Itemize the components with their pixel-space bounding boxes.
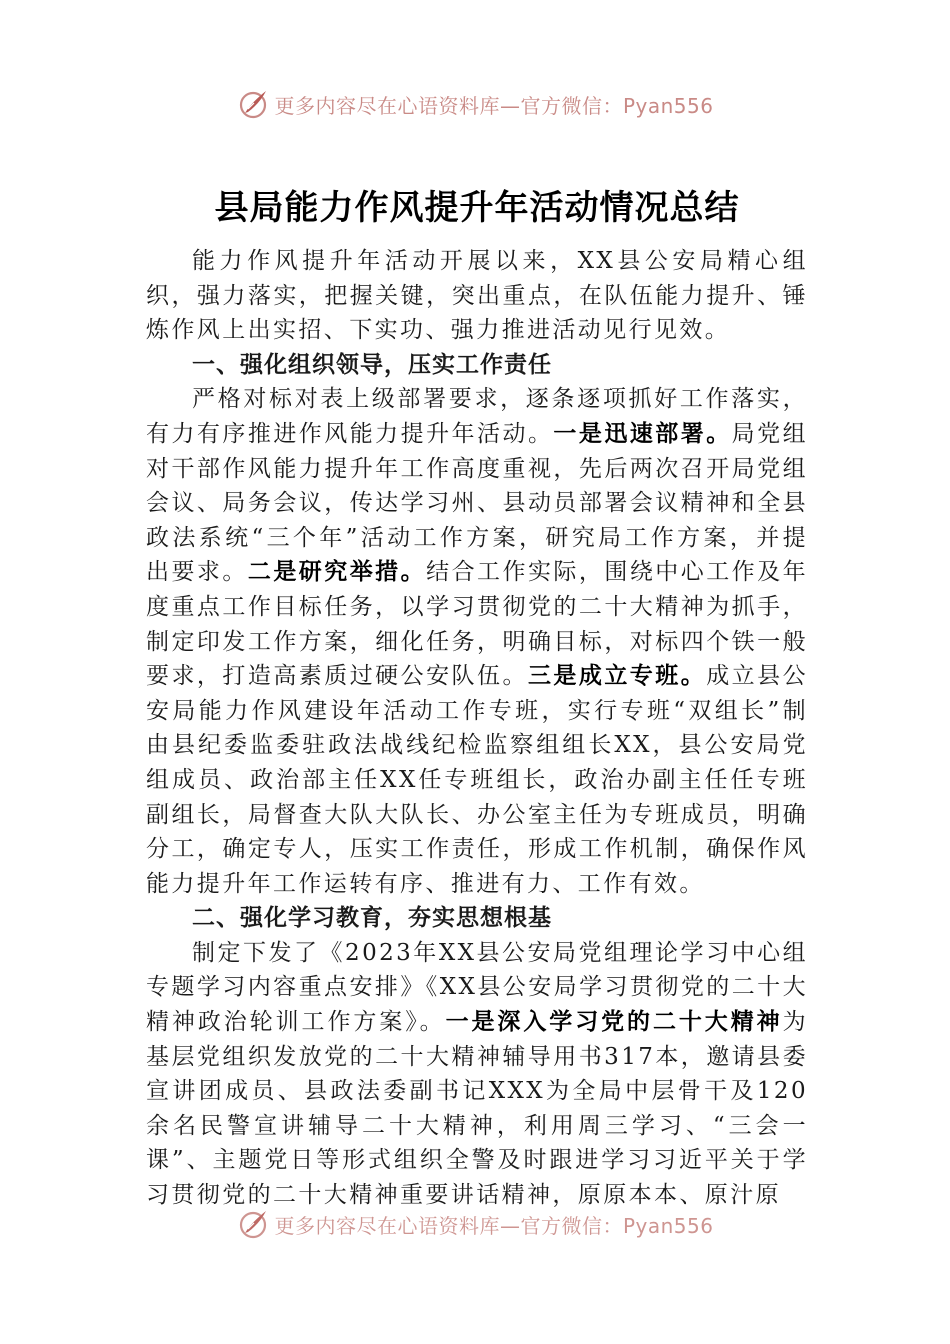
text-run: 严格对标对表上级部署要求，逐条逐项抓好工作落实，有力有序推进作风能力提升年活动。 — [146, 386, 808, 447]
bold-run: 一是深入学习党的二十大精神 — [445, 1008, 783, 1036]
bold-run: 二是研究举措。 — [247, 558, 427, 586]
section-2-paragraph — [146, 936, 808, 1213]
text-run: 为基层党组织发放党的二十大精神辅导用书317本，邀请县委宣讲团成员、县政法委副书记XXX为全局中层骨干及120余名民警宣讲辅导二十大精神，利用周三学习、“三会一课”、主题党日等形式组织全警及时跟进学习习近平关于学习贯彻党的二十大精神重要讲话精神，原原本本、原汁原 — [146, 1009, 808, 1209]
footer-watermark — [0, 1204, 950, 1244]
watermark-text: 更多内容尽在心语资料库—官方微信：Pyan556 — [274, 93, 714, 118]
section-2-heading: 二、强化学习教育，夯实思想根基 — [192, 905, 552, 932]
bold-run: 三是成立专班。 — [527, 662, 707, 690]
header-watermark — [0, 84, 950, 124]
document-title: 县局能力作风提升年活动情况总结 — [214, 188, 740, 228]
watermark-text: 更多内容尽在心语资料库—官方微信：Pyan556 — [274, 1213, 714, 1238]
bold-run: 一是迅速部署。 — [553, 419, 732, 447]
text-run: 制定下发了《2023年XX县公安局党组理论学习中心组专题学习内容重点安排》《XX县公安局学习贯彻党的二十大精神政治轮训工作方案》。 — [146, 939, 808, 1036]
section-1-heading: 一、强化组织领导，压实工作责任 — [192, 351, 552, 378]
section-1-paragraph — [146, 382, 808, 901]
text-run: 局党组对干部作风能力提升年工作高度重视，先后两次召开局党组会议、局务会议，传达学习州、县动员部署会议精神和全县政法系统“三个年”活动工作方案，研究局工作方案，并提出要求。 — [146, 420, 808, 586]
document-body — [146, 182, 808, 1213]
intro-paragraph: 能力作风提升年活动开展以来，XX县公安局精心组织，强力落实，把握关键，突出重点，在队伍能力提升、锤炼作风上出实招、下实功、强力推进活动见行见效。 — [146, 248, 808, 344]
quill-seal-icon — [236, 1207, 270, 1241]
text-run: 结合工作实际，围绕中心工作及年度重点工作目标任务，以学习贯彻党的二十大精神为抓手，制定印发工作方案，细化任务，明确目标，对标四个铁一般要求，打造高素质过硬公安队伍。 — [146, 559, 808, 690]
quill-seal-icon — [236, 87, 270, 121]
text-run: 成立县公安局能力作风建设年活动工作专班，实行专班“双组长”制由县纪委监委驻政法战线纪检监察组组长XX，县公安局党组成员、政治部主任XX任专班组长，政治办副主任任专班副组长，局督查大队大队长、办公室主任为专班成员，明确分工，确定专人，压实工作责任，形成工作机制，确保作风能力提升年工作运转有序、推进有力、工作有效。 — [146, 663, 808, 897]
